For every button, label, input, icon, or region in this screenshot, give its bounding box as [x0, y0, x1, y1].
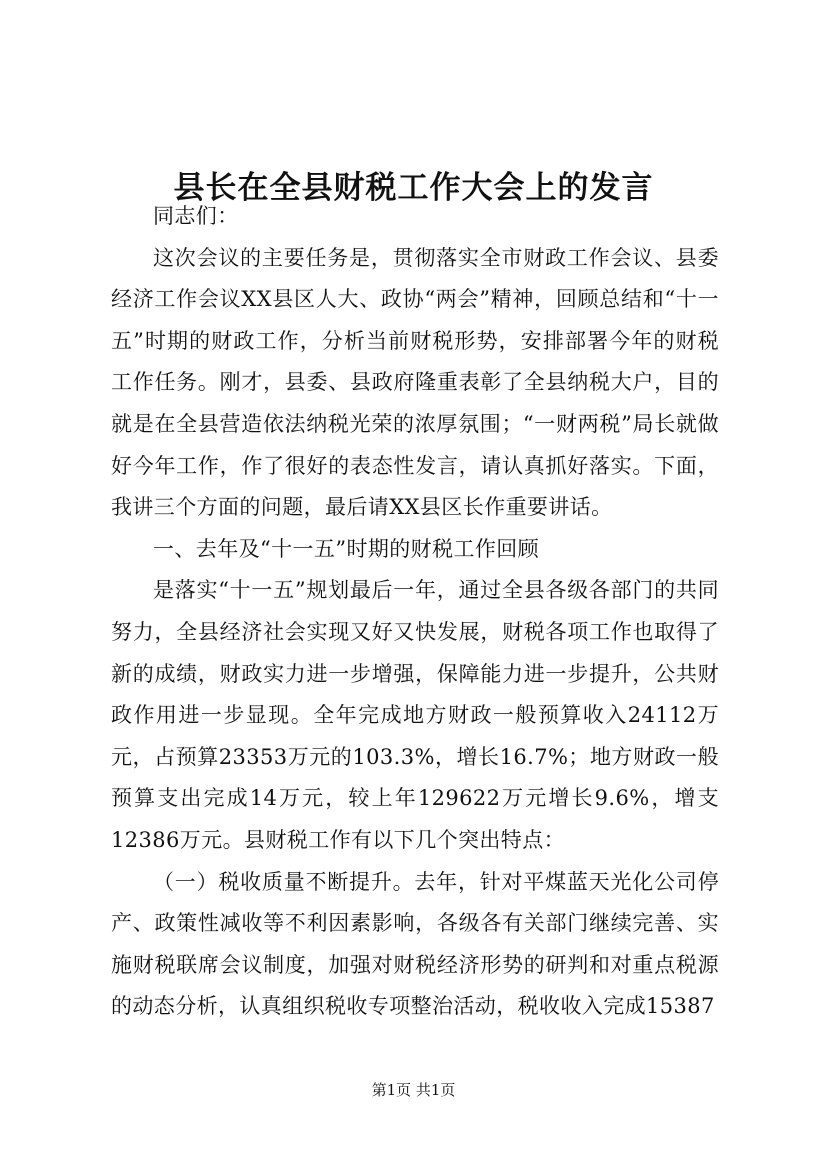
tax-quality-paragraph: （一）税收质量不断提升。去年，针对平煤蓝天光化公司停产、政策性减收等不利因素影响，各级各有关部门继续完善、实施财税联席会议制度，加强对财税经济形势的研判和对重点税源的动态分析，认真组织税收专项整治活动，税收收入完成15387 [111, 869, 719, 1019]
document-title: 县长在全县财税工作大会上的发言 [173, 169, 654, 206]
section-heading: 一、去年及“十一五”时期的财税工作回顾 [153, 536, 540, 561]
page-footer: 第1页 共1页 [371, 1081, 456, 1099]
review-paragraph: 是落实“十一五”规划最后一年，通过全县各级各部门的共同努力，全县经济社会实现又好又快发展，财税各项工作也取得了新的成绩，财政实力进一步增强，保障能力进一步提升，公共财政作用进一步显现。全年完成地方财政一般预算收入24112万元，占预算23353万元的103.3%，增长16.7%；地方财政一般预算支出完成14万元，较上年129622万元增长9.6%，增支12386万元。县财税工作有以下几个突出特点： [111, 578, 719, 852]
document-body [111, 196, 719, 1028]
salutation-paragraph: 同志们： [153, 204, 239, 228]
intro-paragraph: 这次会议的主要任务是，贯彻落实全市财政工作会议、县委经济工作会议XX县区人大、政协“两会”精神，回顾总结和“十一五”时期的财政工作，分析当前财税形势，安排部署今年的财税工作任务。刚才，县委、县政府隆重表彰了全县纳税大户，目的就是在全县营造依法纳税光荣的浓厚氛围；“一财两税”局长就做好今年工作，作了很好的表态性发言，请认真抓好落实。下面，我讲三个方面的问题，最后请XX县区长作重要讲话。 [111, 245, 719, 520]
